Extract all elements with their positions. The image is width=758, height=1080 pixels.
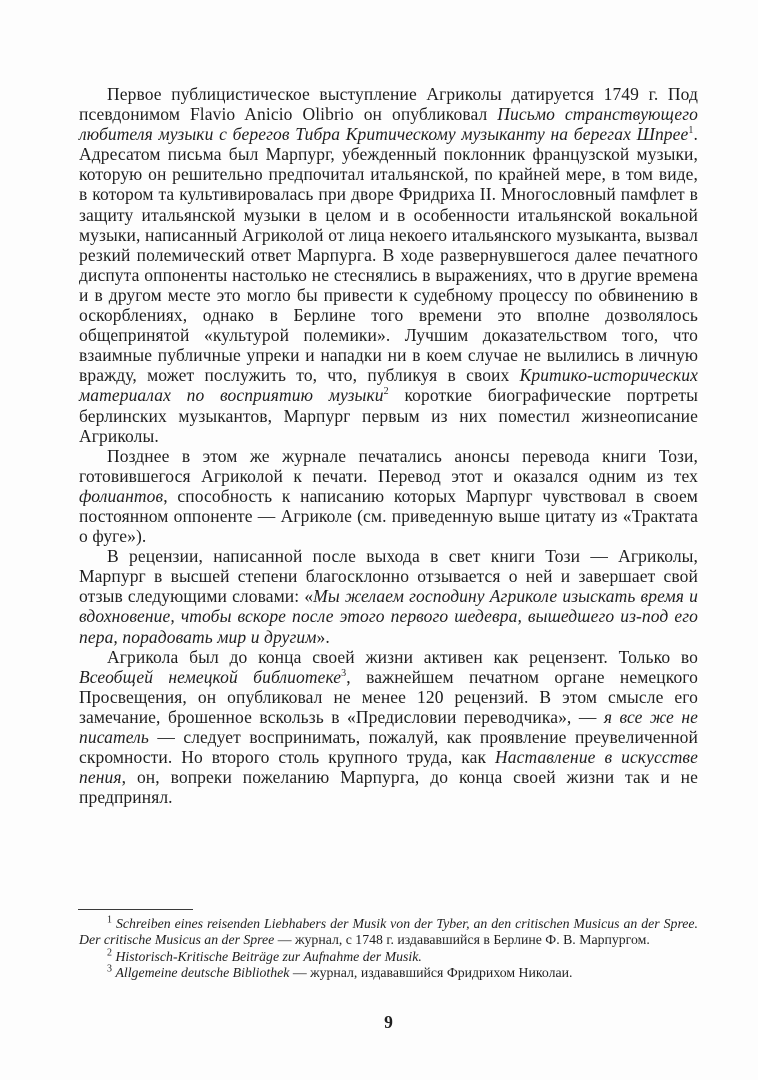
text-run: Первое публицистическое выступление Агриколы датируется 1749 г. Под псевдонимом Flavio Anicio Olibrio он опубликовал	[79, 84, 698, 125]
footnote-divider	[78, 909, 193, 910]
paragraph	[79, 916, 698, 949]
text-run: Агрикола был до конца своей жизни активен как рецензент. Только во	[107, 646, 698, 667]
italic-text: Historisch-Kritische Beiträge zur Aufnahme der Musik.	[115, 948, 422, 964]
footnote-ref: 3	[107, 963, 112, 975]
page-number: 9	[384, 1012, 393, 1032]
italic-text: Allgemeine deutsche Bibliothek	[115, 965, 290, 981]
italic-text: Schreiben eines reisenden Liebhabers der Musik von der Tyber, an den critischen Musicus an der Spree. Der critische Musicus an der Spree	[79, 916, 699, 948]
text-run: В рецензии, написанной после выхода в свет книги Този — Агриколы, Марпург в высшей степени благосклонно отзывается о ней и завершает свой отзыв следующими словами: «	[79, 546, 698, 607]
paragraph	[79, 949, 698, 965]
paragraph	[79, 965, 698, 981]
text-run: . Адресатом письма был Марпург, убежденный поклонник французской музыки, которую он решительно предпочитал итальянской, по крайней мере, в том виде, в котором та культивировалась при дворе Фридриха II. Многословный памфлет в защиту итальянской музыки в целом и в особенности итальянской вокальной музыки, написанный Агриколой от лица некоего итальянского музыканта, вызвал резкий полемический ответ Марпурга. В ходе развернувшегося далее печатного диспута оппоненты настолько не стеснялись в выражениях, что в другие времена и в другом месте это могло бы привести к судебному процессу по обвинению в оскорблениях, однако в Берлине того времени это вполне дозволялось общепринятой «культурой полемики». Лучшим доказательством того, что взаимные публичные упреки и нападки ни в коем случае не вылились в личную вражду, может послужить то, что, публикуя в своих	[79, 124, 698, 386]
text-run: короткие биографические портреты берлинских музыкантов, Марпург первым из них поместил жизнеописание Агриколы.	[79, 385, 698, 446]
italic-text: Критико-исторических материалах по восприятию музыки	[79, 365, 698, 406]
italic-text: Письмо странствующего любителя музыки с берегов Тибра Критическому музыканту на берегах Шпрее	[79, 104, 698, 145]
paragraph	[79, 446, 698, 546]
italic-text: Наставление в искусстве пения	[79, 747, 698, 788]
italic-text: Мы желаем господину Агриколе изыскать время и вдохновение, чтобы вскоре после этого первого шедевра, вышедшего из-под его пера, порадовать мир и другим	[79, 586, 698, 647]
body-text-block	[79, 84, 698, 807]
italic-text: фолиантов	[79, 485, 164, 506]
text-run: , способность к написанию которых Марпург чувствовал в своем постоянном оппоненте — Агриколе (см. приведенную выше цитату из «Трактата о фуге»).	[79, 485, 698, 547]
footnotes-block	[79, 916, 698, 982]
paragraph	[79, 84, 698, 446]
text-run: — журнал, с 1748 г. издававшийся в Берлине Ф. В. Марпургом.	[274, 932, 650, 948]
italic-text: я все же не писатель	[79, 706, 698, 747]
text-run: , он, вопреки пожеланию Марпурга, до конца своей жизни так и не предпринял.	[79, 767, 698, 808]
text-run: — журнал, издававшийся Фридрихом Николаи.	[289, 965, 573, 981]
footnote-ref: 1	[688, 125, 694, 137]
text-run: Позднее в этом же журнале печатались анонсы перевода книги Този, готовившегося Агриколой к печати. Перевод этот и оказался одним из тех	[79, 445, 698, 486]
text-run: — следует воспринимать, пожалуй, как проявление преувеличенной скромности. Но второго столь крупного труда, как	[79, 727, 698, 768]
footnote-ref: 1	[107, 914, 112, 926]
text-run: , важнейшем печатном органе немецкого Просвещения, он опубликовал не менее 120 рецензий. В этом смысле его замечание, брошенное вскользь в «Предисловии переводчика», —	[79, 666, 698, 727]
paragraph	[79, 546, 698, 646]
footnote-ref: 2	[107, 947, 112, 959]
paragraph	[79, 647, 698, 808]
footnote-ref: 3	[341, 667, 347, 679]
italic-text: Всеобщей немецкой библиотеке	[79, 666, 342, 687]
text-run: ».	[316, 626, 330, 647]
footnote-ref: 2	[383, 386, 389, 398]
